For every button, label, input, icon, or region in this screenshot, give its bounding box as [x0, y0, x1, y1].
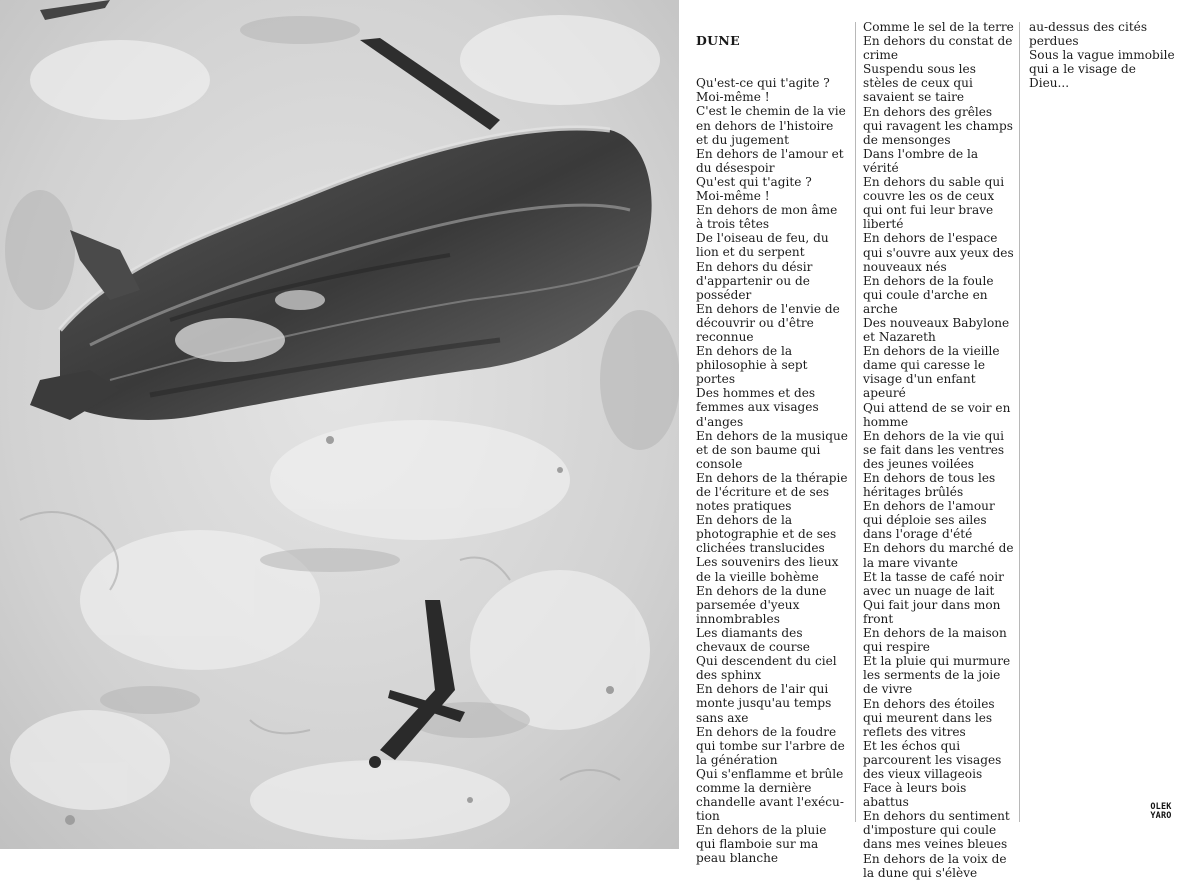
poem-column-3: au-dessus des cités perdues Sous la vague immobile qui a le visage de Dieu...	[1029, 20, 1175, 91]
author-logo-line-1: OLEK	[1150, 802, 1172, 812]
poem-column-2: Comme le sel de la terre En dehors du constat de crime Suspendu sous les stèles de ceux qui savaient se taire En dehors des grêles qui ravagent les champs de mensonges Dans l'ombre de la vérité En dehors du sable qui couvre les os de ceux qui ont fui leur brave liberté En dehors de l'espace qui s'ouvre aux yeux des nouveaux nés En dehors de la foule qui coule d'arche en arche Des nouveaux Babylone et Nazareth En dehors de la vieille dame qui caresse le visage d'un enfant apeuré Qui attend de se voir en homme En dehors de la vie qui se fait dans les ventres des jeunes voilées En dehors de tous les héritages brûlés En dehors de l'amour qui déploie ses ailes dans l'orage d'été En dehors du marché de la mare vivante Et la tasse de café noir avec un nuage de lait Qui fait jour dans mon front En dehors de la maison qui respire Et la pluie qui murmure les serments de la joie de vivre En dehors des étoiles qui meurent dans les reflets des vitres Et les échos qui parcourent les visages des vieux villageois Face à leurs bois abattus En dehors du sentiment d'imposture qui coule dans mes veines bleues En dehors de la voix de la dune qui s'élève	[863, 20, 1014, 880]
poem-column-1-text: Qu'est-ce qui t'agite ? Moi-même ! C'est le chemin de la vie en dehors de l'histoire et du jugement En dehors de l'amour et du désespoir Qu'est qui t'agite ? Moi-même ! En dehors de mon âme à trois têtes De l'oiseau de feu, du lion et du serpent En dehors du désir d'appartenir ou de posséder En dehors de l'envie de découvrir ou d'être reconnue En dehors de la philosophie à sept portes Des hommes et des femmes aux visages d'anges En dehors de la musique et de son baume qui console En dehors de la thérapie de l'écriture et de ses notes pratiques En dehors de la photographie et de ses clichées translucides Les souvenirs des lieux de la vieille bohème En dehors de la dune parsemée d'yeux innombrables Les diamants des chevaux de course Qui descendent du ciel des sphinx En dehors de l'air qui monte jusqu'au temps sans axe En dehors de la foudre qui tombe sur l'arbre de la génération Qui s'enflamme et brûle comme la dernière chandelle avant l'exécu-tion En dehors de la pluie qui flamboie sur ma peau blanche	[696, 76, 848, 866]
column-divider	[855, 22, 856, 822]
column-divider	[1019, 22, 1020, 822]
author-logo	[1146, 803, 1176, 821]
poem-title: DUNE	[696, 33, 740, 49]
poem-page	[679, 0, 1200, 880]
author-logo-line-2: YARO	[1150, 811, 1172, 821]
poem-column-1	[696, 20, 848, 880]
